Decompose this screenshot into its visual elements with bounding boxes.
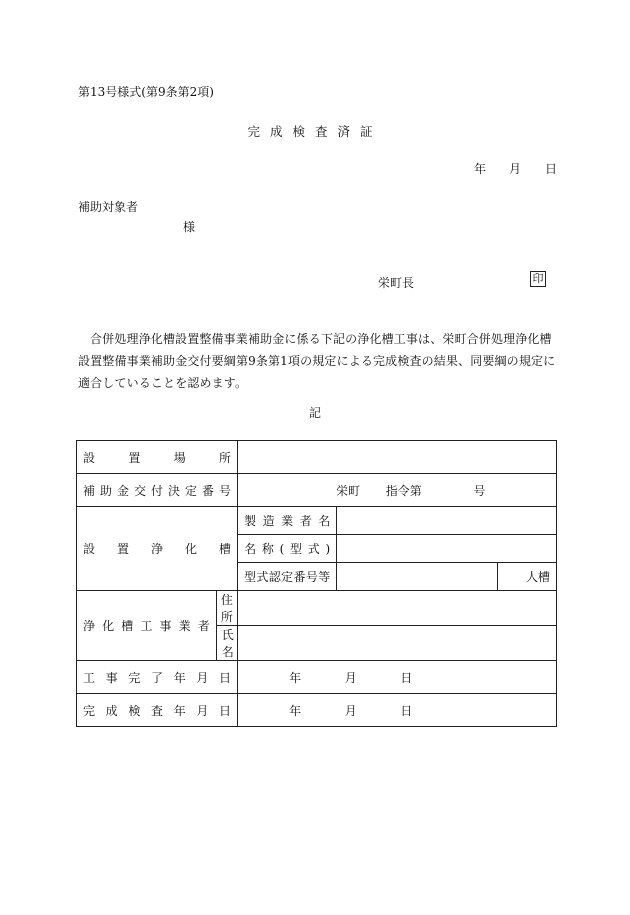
address-label: 住所	[216, 591, 237, 626]
tank-label: 設置浄化槽	[77, 507, 238, 591]
decision-number-value	[238, 474, 557, 507]
inspection-table	[76, 440, 557, 727]
table-row	[77, 474, 557, 507]
inspection-year: 年	[289, 703, 302, 718]
name-label: 氏名	[216, 626, 237, 661]
location-value	[238, 441, 557, 474]
manufacturer-label: 製造業者名	[238, 507, 337, 535]
issuer-title: 栄町長	[378, 276, 415, 290]
address-value	[238, 591, 557, 626]
recipient-label: 補助対象者	[78, 200, 139, 214]
inspection-date-value	[238, 694, 557, 727]
inspection-month: 月	[344, 703, 357, 718]
table-row	[77, 441, 557, 474]
decision-directive: 指令第	[385, 483, 422, 498]
decision-town: 栄町	[336, 483, 361, 498]
record-label: 記	[308, 406, 321, 420]
location-label: 設置場所	[77, 441, 238, 474]
completion-year: 年	[289, 670, 302, 685]
cert-number-value	[337, 563, 498, 591]
certification-text: 合併処理浄化槽設置整備事業補助金に係る下記の浄化槽工事は、栄町合併処理浄化槽設置整備事業補助金交付要綱第9条第1項の規定による完成検査の結果、同要綱の規定に適合していることを認めます。	[78, 332, 556, 390]
issue-date-day: 日	[545, 162, 558, 176]
completion-month: 月	[344, 670, 357, 685]
inspection-day: 日	[400, 703, 413, 718]
completion-date-value	[238, 661, 557, 694]
seal-mark: 印	[530, 271, 546, 287]
document-title: 完成検査済証	[247, 124, 383, 139]
form-number: 第13号様式(第9条第2項)	[78, 85, 214, 99]
model-value	[337, 535, 557, 563]
table-row	[77, 507, 557, 535]
decision-suffix: 号	[473, 483, 486, 498]
table-row	[77, 591, 557, 626]
issue-date-month: 月	[509, 162, 522, 176]
manufacturer-value	[337, 507, 557, 535]
table-row	[77, 661, 557, 694]
capacity-unit: 人槽	[498, 563, 557, 591]
completion-day: 日	[400, 670, 413, 685]
table-row	[77, 694, 557, 727]
decision-number-label: 補助金交付決定番号	[77, 474, 238, 507]
contractor-label: 浄化槽工事業者	[77, 591, 217, 661]
issue-date-year: 年	[474, 162, 487, 176]
name-value	[238, 626, 557, 661]
inspection-date-label: 完成検査年月日	[77, 694, 238, 727]
model-label: 名称(型式)	[238, 535, 337, 563]
cert-number-label: 型式認定番号等	[238, 563, 337, 591]
recipient-honorific: 様	[183, 220, 196, 234]
completion-date-label: 工事完了年月日	[77, 661, 238, 694]
